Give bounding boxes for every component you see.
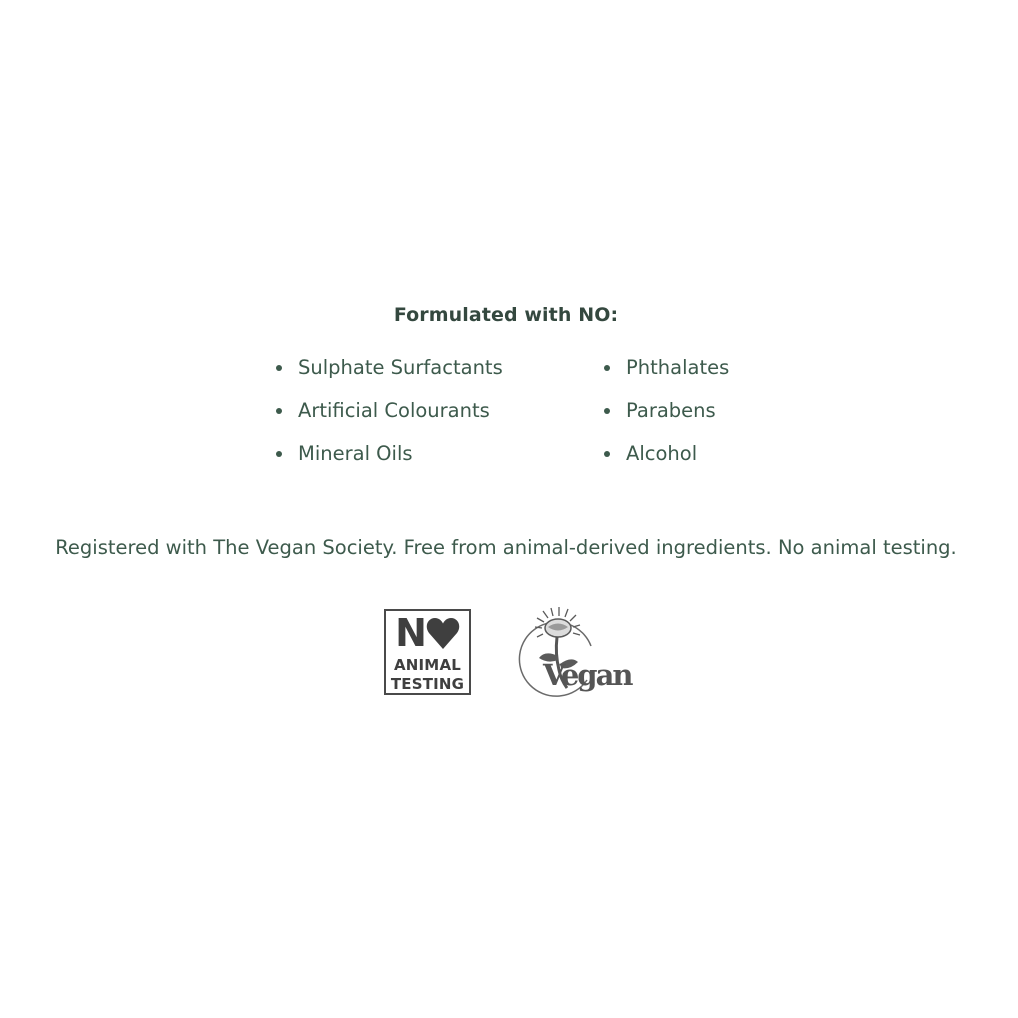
list-item (604, 351, 729, 394)
vegan-wordmark: Vegan (543, 658, 632, 692)
excluded-ingredients-list-left (276, 351, 503, 480)
bullet-icon (604, 451, 610, 457)
excluded-ingredients-list-right (604, 351, 729, 480)
list-item-label: Phthalates (626, 356, 730, 379)
list-item-label: Mineral Oils (298, 442, 413, 465)
list-item-label: Alcohol (626, 442, 698, 465)
vegan-statement: Registered with The Vegan Society. Free from animal-derived ingredients. No animal testing. (55, 536, 957, 559)
bullet-icon (276, 451, 282, 457)
no-heart-mark: N (386, 613, 469, 653)
bullet-icon (276, 365, 282, 371)
list-item (276, 394, 503, 437)
bullet-icon (604, 408, 610, 414)
list-item-label: Artificial Colourants (298, 399, 490, 422)
no-animal-testing-logo (384, 609, 471, 695)
badge-line-2: TESTING (390, 675, 465, 693)
list-item (604, 394, 729, 437)
list-item-label: Sulphate Surfactants (298, 356, 503, 379)
section-heading: Formulated with NO: (393, 304, 619, 326)
list-item (604, 437, 729, 480)
heart-icon (426, 618, 460, 650)
vegan-society-logo (515, 606, 632, 702)
bullet-icon (604, 365, 610, 371)
badge-line-1: ANIMAL (393, 656, 462, 674)
bullet-icon (276, 408, 282, 414)
list-item-label: Parabens (626, 399, 716, 422)
list-item (276, 351, 503, 394)
list-item (276, 437, 503, 480)
